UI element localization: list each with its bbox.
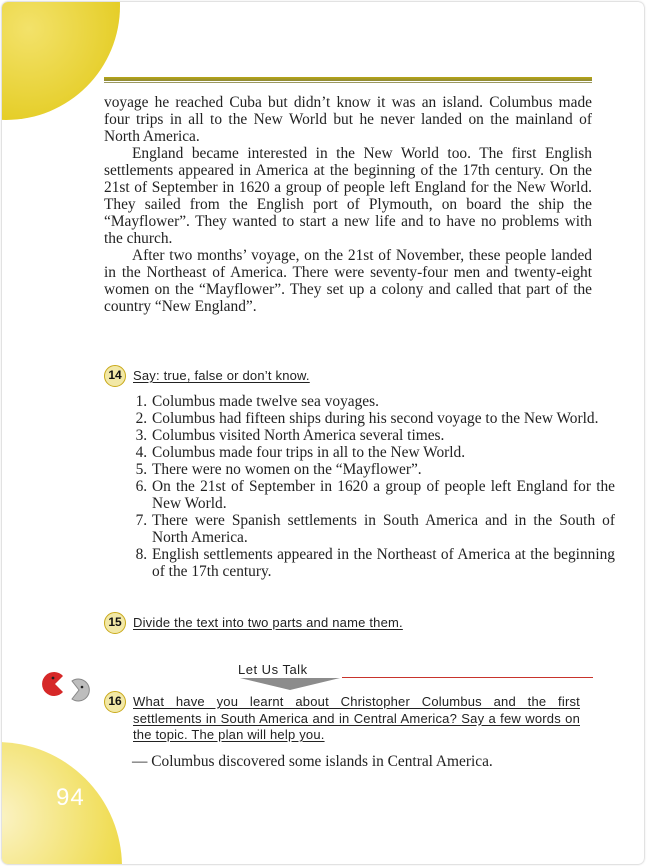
header-rule-thin	[104, 82, 592, 83]
task-instruction: Say: true, false or don’t know.	[133, 368, 310, 383]
paragraph-3: After two months’ voyage, on the 21st of November, these people landed in the Northeast of America. There were seventy-four men and twenty-eight women on the “Mayflower”. They set up a colony and called that part of the country “New England”.	[104, 247, 592, 315]
list-item: 1. Columbus made twelve sea voyages.	[151, 393, 615, 410]
section-rule	[342, 677, 593, 678]
section-arrow-icon	[240, 678, 340, 690]
list-item: 7. There were Spanish settlements in South America and in the South of North America.	[151, 512, 615, 546]
task-14	[104, 368, 592, 385]
dialogue-line: — Columbus discovered some islands in Central America.	[132, 753, 493, 770]
page-number: 94	[56, 784, 85, 811]
paragraph-1: voyage he reached Cuba but didn’t know it was an island. Columbus made four trips in all to the New World but he never landed on the mainland of North America.	[104, 94, 592, 145]
task-number-badge: 16	[104, 691, 126, 713]
list-item: 2. Columbus had fifteen ships during his second voyage to the New World.	[151, 410, 615, 427]
corner-decoration-top	[2, 2, 120, 120]
header-rule	[104, 77, 592, 81]
paragraph-2: England became interested in the New World too. The first English settlements appeared in America at the beginning of the 17th century. On the 21st of September in 1620 a group of people left England for the New World. They sailed from the English port of Plymouth, on board the ship the “Mayflower”. They wanted to start a new life and to have no problems with the church.	[104, 145, 592, 247]
list-item: 6. On the 21st of September in 1620 a group of people left England for the New World.	[151, 478, 615, 512]
task-instruction: What have you learnt about Christopher Columbus and the first settlements in South America and in Central America? Say a few words on the topic. The plan will help you.	[133, 694, 580, 742]
section-title: Let Us Talk	[238, 662, 308, 677]
list-item: 5. There were no women on the “Mayflower”.	[151, 461, 615, 478]
task-number-badge: 14	[104, 365, 126, 387]
statement-list	[128, 393, 615, 580]
pacman-icon	[42, 668, 98, 708]
list-item: 8. English settlements appeared in the Northeast of America at the beginning of the 17th century.	[151, 546, 615, 580]
task-15	[104, 615, 592, 632]
task-16	[104, 694, 592, 744]
list-item: 4. Columbus made four trips in all to the New World.	[151, 444, 615, 461]
task-instruction: Divide the text into two parts and name them.	[133, 615, 403, 630]
reading-text	[104, 94, 592, 315]
list-item: 3. Columbus visited North America several times.	[151, 427, 615, 444]
task-number-badge: 15	[104, 612, 126, 634]
